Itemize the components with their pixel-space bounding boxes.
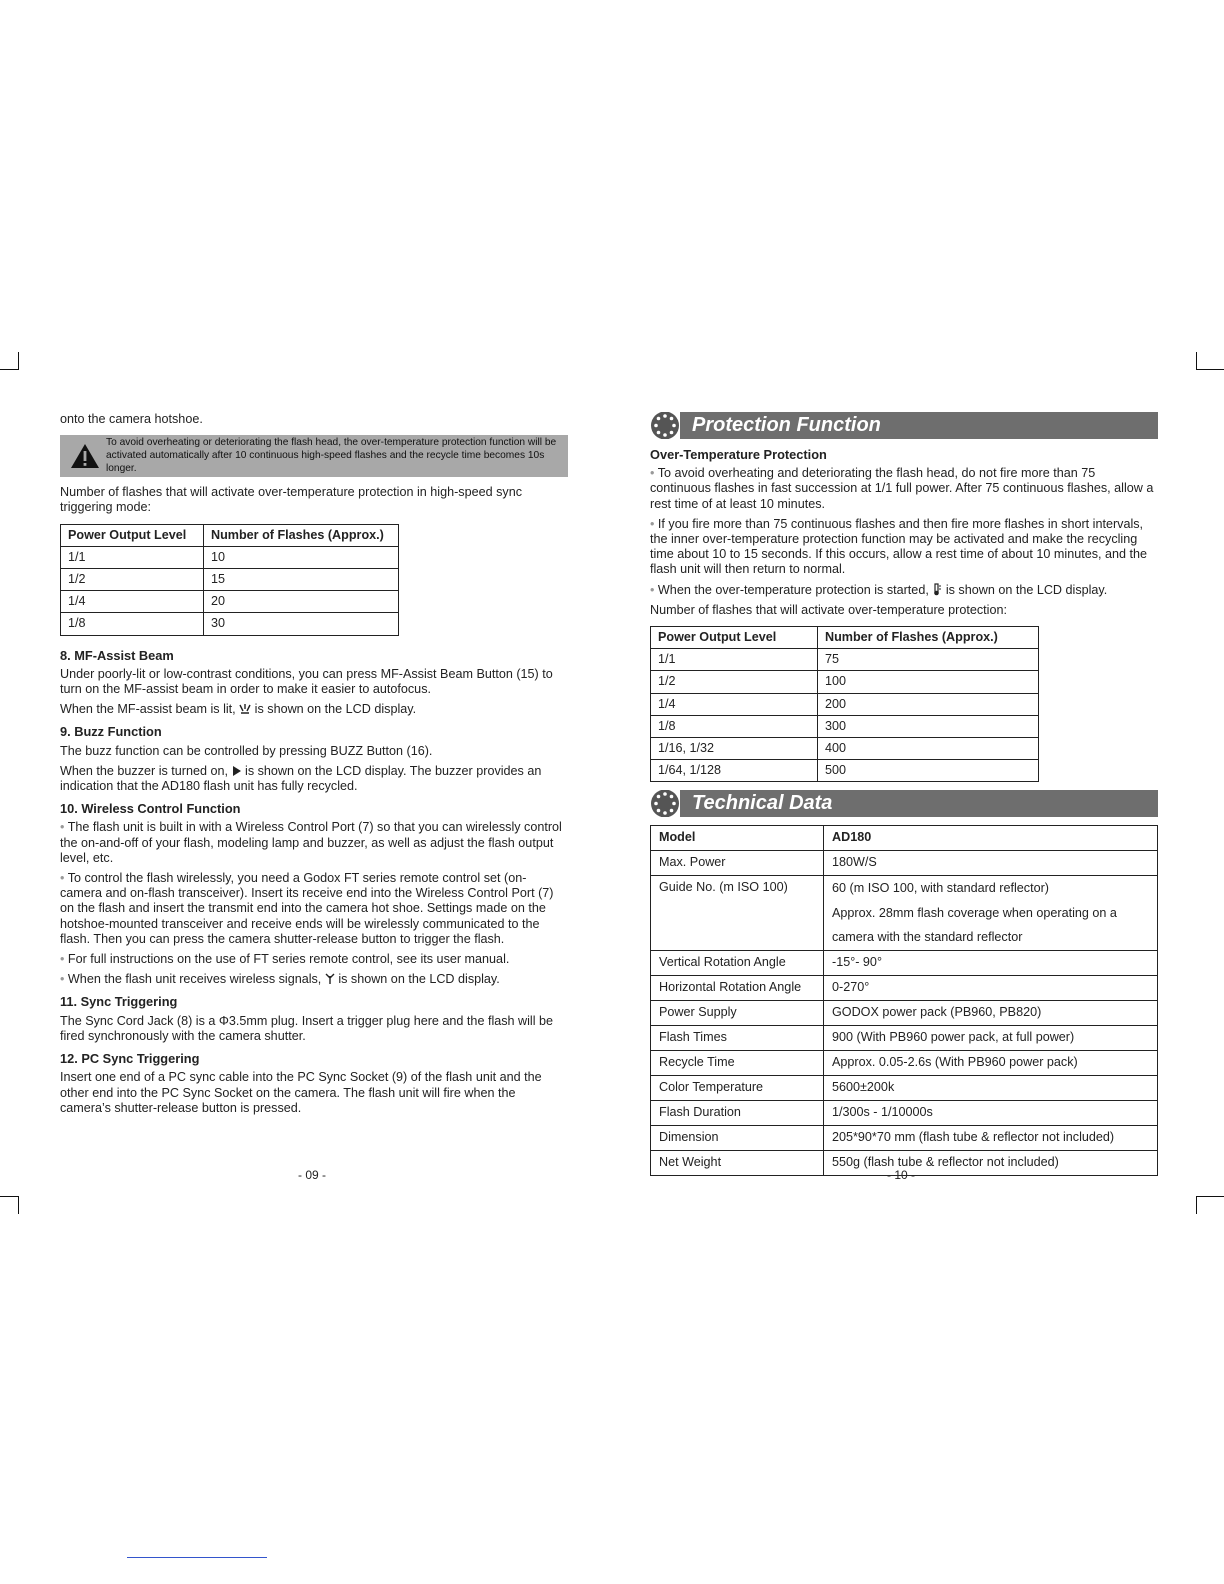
sync-text: The Sync Cord Jack (8) is a Φ3.5mm plug. Insert a trigger plug here and the flash will be fired synchronously with the camera shutter. — [60, 1013, 554, 1043]
table-cell: 1/1 — [61, 546, 204, 568]
section-title-buzz: 9. Buzz Function — [60, 724, 162, 740]
table-cell: 300 — [818, 715, 1039, 737]
antenna-icon — [325, 973, 335, 985]
overtemp-intro: Number of flashes that will activate over-temperature protection: — [650, 602, 1007, 617]
spec-label: Dimension — [651, 1125, 824, 1150]
crop-mark — [18, 1196, 19, 1214]
table-cell: 30 — [204, 613, 399, 635]
mf-assist-text: Under poorly-lit or low-contrast conditions, you can press MF-Assist Beam Button (15) to turn on the MF-assist beam in order to make it easier to autofocus. — [60, 666, 553, 697]
table-row — [651, 1025, 1158, 1050]
table-row — [651, 738, 1039, 760]
table-row — [651, 1050, 1158, 1075]
technical-data-banner — [650, 790, 1158, 817]
table-row — [651, 975, 1158, 1000]
text-fragment: When the over-temperature protection is started, — [657, 582, 929, 597]
spec-value: 5600±200k — [824, 1075, 1158, 1100]
table-row — [651, 715, 1039, 737]
table-row — [651, 671, 1039, 693]
spec-label: Power Supply — [651, 1000, 824, 1025]
table-row — [651, 649, 1039, 671]
table-header: Power Output Level — [651, 627, 818, 649]
crop-mark — [1196, 1196, 1224, 1197]
crop-mark — [18, 352, 19, 370]
text-fragment: is shown on the LCD display. — [945, 582, 1108, 597]
table-cell: 500 — [818, 760, 1039, 782]
spec-label: Recycle Time — [651, 1050, 824, 1075]
table-header-row — [61, 524, 399, 546]
table-row — [651, 693, 1039, 715]
protection-banner — [650, 412, 1158, 439]
spec-value — [824, 876, 1158, 951]
left-page — [60, 412, 568, 1121]
table-cell: 20 — [204, 591, 399, 613]
crop-mark — [0, 369, 19, 370]
text-fragment: When the buzzer is turned on, — [60, 763, 229, 778]
section-title-pc-sync: 12. PC Sync Triggering — [60, 1051, 200, 1067]
crop-mark — [1196, 352, 1197, 370]
warning-box — [60, 435, 568, 477]
crop-mark — [1196, 1196, 1197, 1214]
buzz-text: The buzz function can be controlled by pressing BUZZ Button (16). — [60, 743, 433, 758]
table-header: Number of Flashes (Approx.) — [818, 627, 1039, 649]
section-title-wireless: 10. Wireless Control Function — [60, 801, 241, 817]
page-number: - 09 - — [298, 1168, 327, 1182]
table-cell: 1/2 — [651, 671, 818, 693]
overtemp-flash-table — [650, 626, 1039, 782]
warning-icon — [70, 443, 100, 469]
table-header: Number of Flashes (Approx.) — [204, 524, 399, 546]
table-cell: 1/8 — [651, 715, 818, 737]
wireless-bullet: • For full instructions on the use of FT series remote control, see its user manual. — [60, 952, 568, 967]
pc-sync-text: Insert one end of a PC sync cable into the PC Sync Socket (9) of the flash unit and the other end into the PC Sync Socket on the camera. The flash unit will fire when the camera’s shutter-release button is pressed. — [60, 1070, 542, 1115]
table-header-row — [651, 627, 1039, 649]
spec-value: -15°- 90° — [824, 950, 1158, 975]
table-row — [651, 760, 1039, 782]
spec-label: Guide No. (m ISO 100) — [651, 876, 824, 951]
right-page — [650, 412, 1158, 1176]
spec-label: Model — [651, 826, 824, 851]
spec-label: Vertical Rotation Angle — [651, 950, 824, 975]
table-row — [61, 591, 399, 613]
spec-value: 180W/S — [824, 851, 1158, 876]
table-cell: 1/16, 1/32 — [651, 738, 818, 760]
table-cell: 1/8 — [61, 613, 204, 635]
thermometer-icon — [932, 583, 942, 596]
buzzer-icon — [232, 765, 242, 777]
hs-intro: Number of flashes that will activate over-temperature protection in high-speed sync triggering mode: — [60, 485, 522, 515]
spec-value: 0-270° — [824, 975, 1158, 1000]
table-cell: 100 — [818, 671, 1039, 693]
spec-value: Approx. 0.05-2.6s (With PB960 power pack) — [824, 1050, 1158, 1075]
intro-text: onto the camera hotshoe. — [60, 412, 203, 426]
mf-assist-lcd-text — [60, 702, 568, 717]
overtemp-bullet: • If you fire more than 75 continuous flashes and then fire more flashes in short intervals, the inner over-temperature protection function may be activated and make the recycling time about 10 to 15 seconds. If this occurs, allow a rest time of about 10 minutes, and the flash unit will then return to normal. — [650, 517, 1158, 578]
text-fragment: When the flash unit receives wireless signals, — [67, 972, 322, 987]
table-cell: 10 — [204, 546, 399, 568]
banner-title: Technical Data — [692, 792, 833, 815]
banner-title: Protection Function — [692, 413, 881, 436]
section-title-overtemp: Over-Temperature Protection — [650, 447, 827, 462]
table-row — [61, 613, 399, 635]
wireless-bullet — [60, 972, 568, 987]
spec-value: GODOX power pack (PB960, PB820) — [824, 1000, 1158, 1025]
table-row — [651, 1075, 1158, 1100]
overtemp-bullet: • To avoid overheating and deteriorating the flash head, do not fire more than 75 continuous flashes in fast succession at 1/1 full power. After 75 continuous flashes, allow a rest time of at least 10 minutes. — [650, 466, 1158, 512]
table-row — [651, 950, 1158, 975]
wireless-bullet: • To control the flash wirelessly, you need a Godox FT series remote control set (on-camera and on-flash transceiver). Insert its receive end into the Wireless Control Port (7) on the flash and insert the transmit end into the camera hot shoe. Settings made on the hotshoe-mounted transceiver and receive ends will be wirelessly communicated to the flash. Then you can press the camera shutter-release button to trigger the flash. — [60, 871, 568, 947]
text-fragment: is shown on the LCD display. — [338, 972, 500, 987]
spec-value: 900 (With PB960 power pack, at full power) — [824, 1025, 1158, 1050]
spec-label: Max. Power — [651, 851, 824, 876]
table-cell: 1/2 — [61, 569, 204, 591]
spec-label: Horizontal Rotation Angle — [651, 975, 824, 1000]
spec-label: Flash Times — [651, 1025, 824, 1050]
hs-flash-table — [60, 524, 399, 636]
table-row — [651, 876, 1158, 951]
text-fragment: is shown on the LCD display. — [254, 702, 417, 717]
page-number: - 10 - — [887, 1168, 916, 1182]
table-cell: 15 — [204, 569, 399, 591]
table-header: Power Output Level — [61, 524, 204, 546]
spec-line: camera with the standard reflector — [832, 930, 1023, 945]
spec-value: 550g (flash tube & reflector not included) — [824, 1150, 1158, 1175]
spec-line: Approx. 28mm flash coverage when operating on a — [832, 905, 1117, 920]
spec-label: Net Weight — [651, 1150, 824, 1175]
section-title-sync: 11. Sync Triggering — [60, 994, 178, 1010]
text-fragment: is shown on the LCD display. The buzzer provides an indication that the AD180 flash unit has fully recycled. — [60, 763, 542, 794]
wireless-bullet: • The flash unit is built in with a Wireless Control Port (7) so that you can wirelessly control the on-and-off of your flash, modeling lamp and buzzer, as well as adjust the flash output level, etc. — [60, 820, 568, 866]
table-row — [61, 546, 399, 568]
spec-value: AD180 — [824, 826, 1158, 851]
technical-data-table — [650, 825, 1158, 1176]
table-row — [651, 851, 1158, 876]
table-cell: 75 — [818, 649, 1039, 671]
buzz-lcd-text — [60, 764, 568, 794]
table-cell: 1/4 — [61, 591, 204, 613]
overtemp-bullet — [650, 583, 1158, 598]
table-row — [61, 569, 399, 591]
text-fragment: When the MF-assist beam is lit, — [60, 702, 236, 717]
spec-label: Flash Duration — [651, 1100, 824, 1125]
table-row — [651, 826, 1158, 851]
table-cell: 400 — [818, 738, 1039, 760]
spec-line: 60 (m ISO 100, with standard reflector) — [832, 881, 1049, 896]
table-row — [651, 1125, 1158, 1150]
table-cell: 1/1 — [651, 649, 818, 671]
crop-mark — [0, 1196, 19, 1197]
table-row — [651, 1000, 1158, 1025]
table-cell: 1/4 — [651, 693, 818, 715]
section-title-mf-assist: 8. MF-Assist Beam — [60, 647, 174, 663]
footer-rule — [127, 1557, 267, 1558]
table-cell: 1/64, 1/128 — [651, 760, 818, 782]
badge-icon — [650, 412, 692, 439]
crop-mark — [1196, 369, 1224, 370]
mf-assist-icon — [239, 703, 251, 715]
badge-icon — [650, 790, 692, 817]
table-row — [651, 1100, 1158, 1125]
spec-value: 205*90*70 mm (flash tube & reflector not included) — [824, 1125, 1158, 1150]
table-cell: 200 — [818, 693, 1039, 715]
spec-value: 1/300s - 1/10000s — [824, 1100, 1158, 1125]
warning-text: To avoid overheating or deteriorating the flash head, the over-temperature protection function will be activated automatically after 10 continuous high-speed flashes and the recycle time becomes 10s longer. — [106, 437, 557, 474]
spec-label: Color Temperature — [651, 1075, 824, 1100]
